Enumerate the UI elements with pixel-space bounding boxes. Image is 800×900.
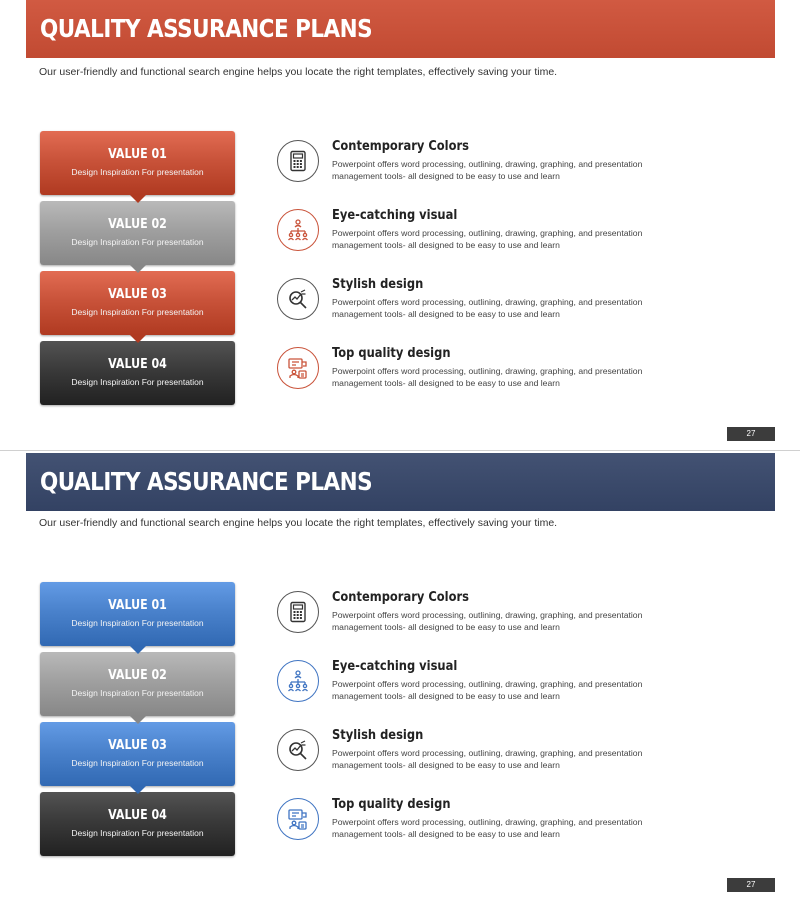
value-sublabel: Design Inspiration For presentation [71,758,204,768]
org-chart-icon [286,669,310,693]
feature-item [277,345,747,405]
presentation-icon [286,356,310,380]
feature-description: Powerpoint offers word processing, outlining, drawing, graphing, and presentation management tools- all designed to be easy to use and learn [332,679,643,701]
slide-header [26,453,775,511]
feature-description: Powerpoint offers word processing, outlining, drawing, graphing, and presentation management tools- all designed to be easy to use and learn [332,610,643,632]
value-block [40,722,235,786]
value-sublabel: Design Inspiration For presentation [71,167,204,177]
feature-title: Contemporary Colors [332,138,469,154]
feature-icon-circle [277,591,319,633]
feature-icon-circle [277,798,319,840]
feature-title: Contemporary Colors [332,589,469,605]
value-sublabel: Design Inspiration For presentation [71,377,204,387]
feature-description: Powerpoint offers word processing, outlining, drawing, graphing, and presentation management tools- all designed to be easy to use and learn [332,297,643,319]
feature-item [277,276,747,336]
value-label: VALUE 02 [108,668,167,683]
value-block [40,341,235,405]
feature-description: Powerpoint offers word processing, outlining, drawing, graphing, and presentation management tools- all designed to be easy to use and learn [332,159,643,181]
value-label: VALUE 04 [108,808,167,823]
value-pointer [129,785,147,794]
feature-item [277,658,747,718]
feature-icon-circle [277,347,319,389]
feature-item [277,138,747,198]
value-label: VALUE 03 [108,738,167,753]
value-label: VALUE 02 [108,217,167,232]
value-pointer [129,645,147,654]
feature-title: Eye-catching visual [332,658,458,674]
feature-item [277,727,747,787]
feature-icon-circle [277,209,319,251]
value-label: VALUE 01 [108,147,167,162]
slide-subtitle: Our user-friendly and functional search engine helps you locate the right templates, effectively saving your time. [39,66,558,78]
value-label: VALUE 01 [108,598,167,613]
value-block [40,652,235,716]
feature-icon-circle [277,140,319,182]
value-pointer [129,264,147,273]
feature-description: Powerpoint offers word processing, outlining, drawing, graphing, and presentation management tools- all designed to be easy to use and learn [332,228,643,250]
value-sublabel: Design Inspiration For presentation [71,307,204,317]
page-number: 27 [727,427,775,441]
value-label: VALUE 03 [108,287,167,302]
value-sublabel: Design Inspiration For presentation [71,688,204,698]
feature-description: Powerpoint offers word processing, outlining, drawing, graphing, and presentation management tools- all designed to be easy to use and learn [332,366,643,388]
value-sublabel: Design Inspiration For presentation [71,618,204,628]
value-sublabel: Design Inspiration For presentation [71,237,204,247]
feature-icon-circle [277,729,319,771]
value-block [40,792,235,856]
value-block [40,582,235,646]
feature-description: Powerpoint offers word processing, outlining, drawing, graphing, and presentation management tools- all designed to be easy to use and learn [332,817,643,839]
feature-title: Stylish design [332,727,424,743]
value-pointer [129,715,147,724]
presentation-icon [286,807,310,831]
magnifier-chart-icon [286,738,310,762]
page-number: 27 [727,878,775,892]
slide [0,450,800,900]
feature-icon-circle [277,660,319,702]
value-block [40,131,235,195]
feature-icon-circle [277,278,319,320]
value-sublabel: Design Inspiration For presentation [71,828,204,838]
slide-header [26,0,775,58]
feature-title: Stylish design [332,276,424,292]
calculator-icon [287,150,309,172]
value-block [40,201,235,265]
org-chart-icon [286,218,310,242]
feature-title: Eye-catching visual [332,207,458,223]
feature-title: Top quality design [332,796,451,812]
value-pointer [129,334,147,343]
slide-title: QUALITY ASSURANCE PLANS [40,14,373,43]
feature-title: Top quality design [332,345,451,361]
value-pointer [129,194,147,203]
feature-description: Powerpoint offers word processing, outlining, drawing, graphing, and presentation management tools- all designed to be easy to use and learn [332,748,643,770]
slide-title: QUALITY ASSURANCE PLANS [40,467,373,496]
feature-item [277,796,747,856]
feature-item [277,207,747,267]
value-block [40,271,235,335]
slide-subtitle: Our user-friendly and functional search engine helps you locate the right templates, effectively saving your time. [39,517,558,529]
value-label: VALUE 04 [108,357,167,372]
calculator-icon [287,601,309,623]
magnifier-chart-icon [286,287,310,311]
feature-item [277,589,747,649]
